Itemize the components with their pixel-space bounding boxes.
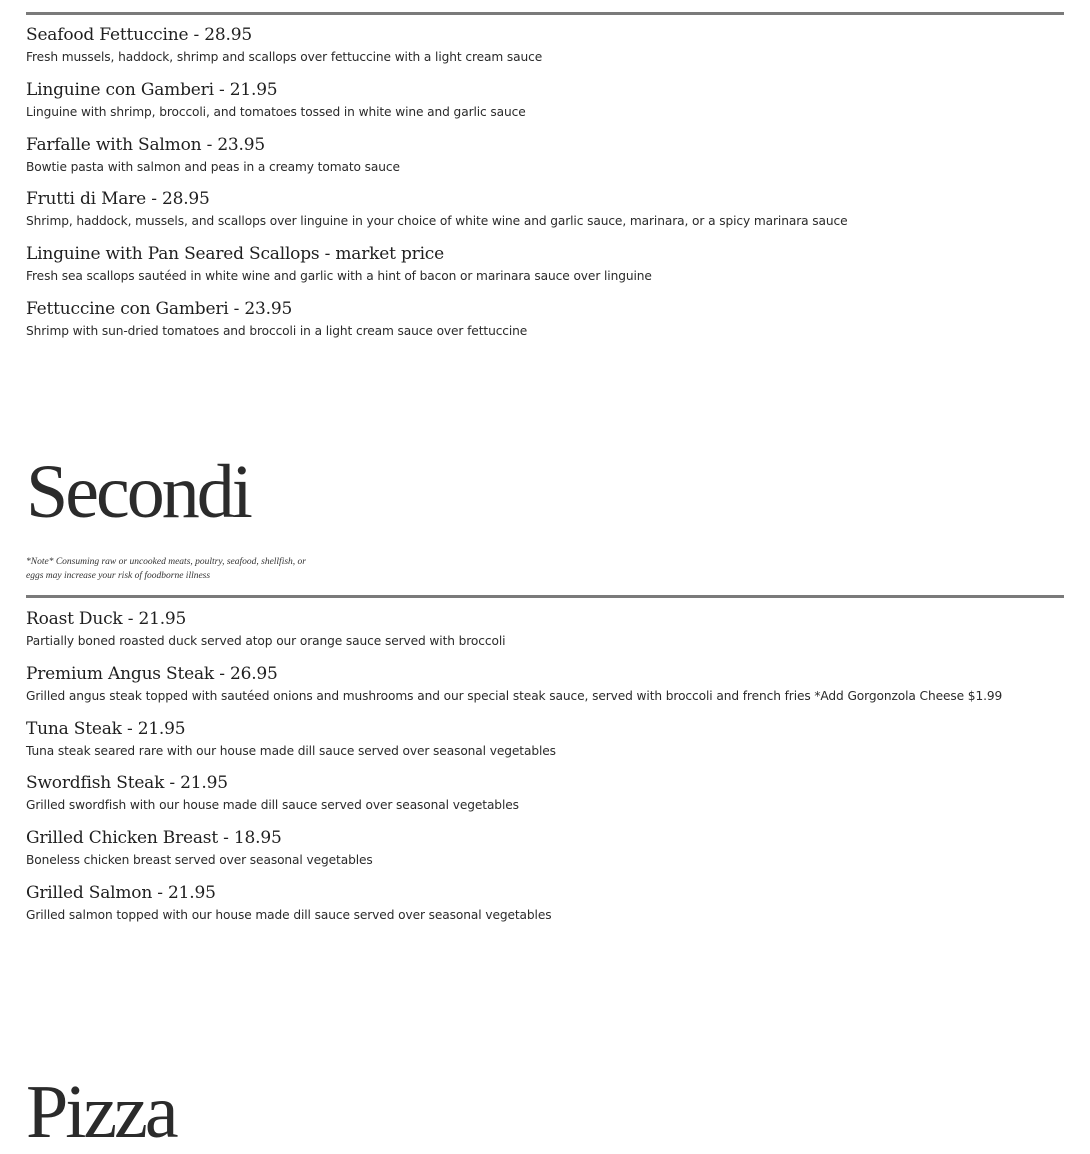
menu-item-description: Boneless chicken breast served over seasonal vegetables bbox=[26, 853, 373, 868]
menu-item-description: Grilled angus steak topped with sautéed onions and mushrooms and our special steak sauce, served with broccoli and french fries *Add Gorgonzola Cheese $1.99 bbox=[26, 688, 1003, 703]
secondi-menu-list bbox=[26, 607, 1064, 936]
menu-item-title: Swordfish Steak - 21.95 bbox=[26, 773, 228, 794]
menu-item-description: Grilled swordfish with our house made dill sauce served over seasonal vegetables bbox=[26, 798, 519, 813]
menu-item-title: Grilled Chicken Breast - 18.95 bbox=[26, 828, 282, 849]
menu-item-description: Tuna steak seared rare with our house made dill sauce served over seasonal vegetables bbox=[26, 743, 556, 758]
pasta-menu-list bbox=[26, 23, 1064, 352]
menu-item-description: Shrimp with sun-dried tomatoes and broccoli in a light cream sauce over fettuccine bbox=[26, 323, 528, 338]
menu-item-title: Fettuccine con Gamberi - 23.95 bbox=[26, 298, 293, 319]
section-title-pizza: Pizza bbox=[26, 1070, 176, 1154]
menu-item-description: Fresh mussels, haddock, shrimp and scallops over fettuccine with a light cream sauce bbox=[26, 50, 543, 64]
menu-item bbox=[26, 771, 1064, 826]
menu-item bbox=[26, 78, 1064, 133]
menu-item-title: Seafood Fettuccine - 28.95 bbox=[26, 25, 252, 45]
menu-item-description: Linguine with shrimp, broccoli, and tomatoes tossed in white wine and garlic sauce bbox=[26, 104, 526, 119]
menu-item bbox=[26, 717, 1064, 772]
menu-item-title: Premium Angus Steak - 26.95 bbox=[26, 663, 278, 684]
menu-item-title: Linguine con Gamberi - 21.95 bbox=[26, 79, 278, 100]
menu-item bbox=[26, 662, 1064, 717]
menu-item-title: Farfalle with Salmon - 23.95 bbox=[26, 134, 265, 155]
menu-item-description: Grilled salmon topped with our house made dill sauce served over seasonal vegetables bbox=[26, 907, 552, 922]
menu-item-title: Roast Duck - 21.95 bbox=[26, 609, 187, 629]
menu-item bbox=[26, 187, 1064, 242]
menu-item-description: Shrimp, haddock, mussels, and scallops over linguine in your choice of white wine and garlic sauce, marinara, or a spicy marinara sauce bbox=[26, 214, 848, 229]
food-safety-note: *Note* Consuming raw or uncooked meats, poultry, seafood, shellfish, or eggs may increase your risk of foodborne illness bbox=[26, 557, 306, 581]
menu-item bbox=[26, 607, 1064, 662]
menu-item bbox=[26, 133, 1064, 188]
menu-item-title: Tuna Steak - 21.95 bbox=[26, 718, 186, 739]
menu-item-title: Grilled Salmon - 21.95 bbox=[26, 882, 216, 903]
menu-item-description: Fresh sea scallops sautéed in white wine and garlic with a hint of bacon or marinara sauce over linguine bbox=[26, 269, 652, 284]
section-title-secondi: Secondi bbox=[26, 450, 250, 534]
menu-item-description: Partially boned roasted duck served atop our orange sauce served with broccoli bbox=[26, 634, 506, 648]
section-divider bbox=[26, 595, 1064, 598]
menu-item-title: Frutti di Mare - 28.95 bbox=[26, 189, 210, 210]
menu-item bbox=[26, 826, 1064, 881]
section-divider bbox=[26, 12, 1064, 15]
menu-item bbox=[26, 297, 1064, 352]
menu-item-title: Linguine with Pan Seared Scallops - market price bbox=[26, 244, 444, 265]
menu-item bbox=[26, 881, 1064, 936]
menu-item bbox=[26, 23, 1064, 78]
menu-item-description: Bowtie pasta with salmon and peas in a creamy tomato sauce bbox=[26, 159, 400, 174]
menu-item bbox=[26, 242, 1064, 297]
